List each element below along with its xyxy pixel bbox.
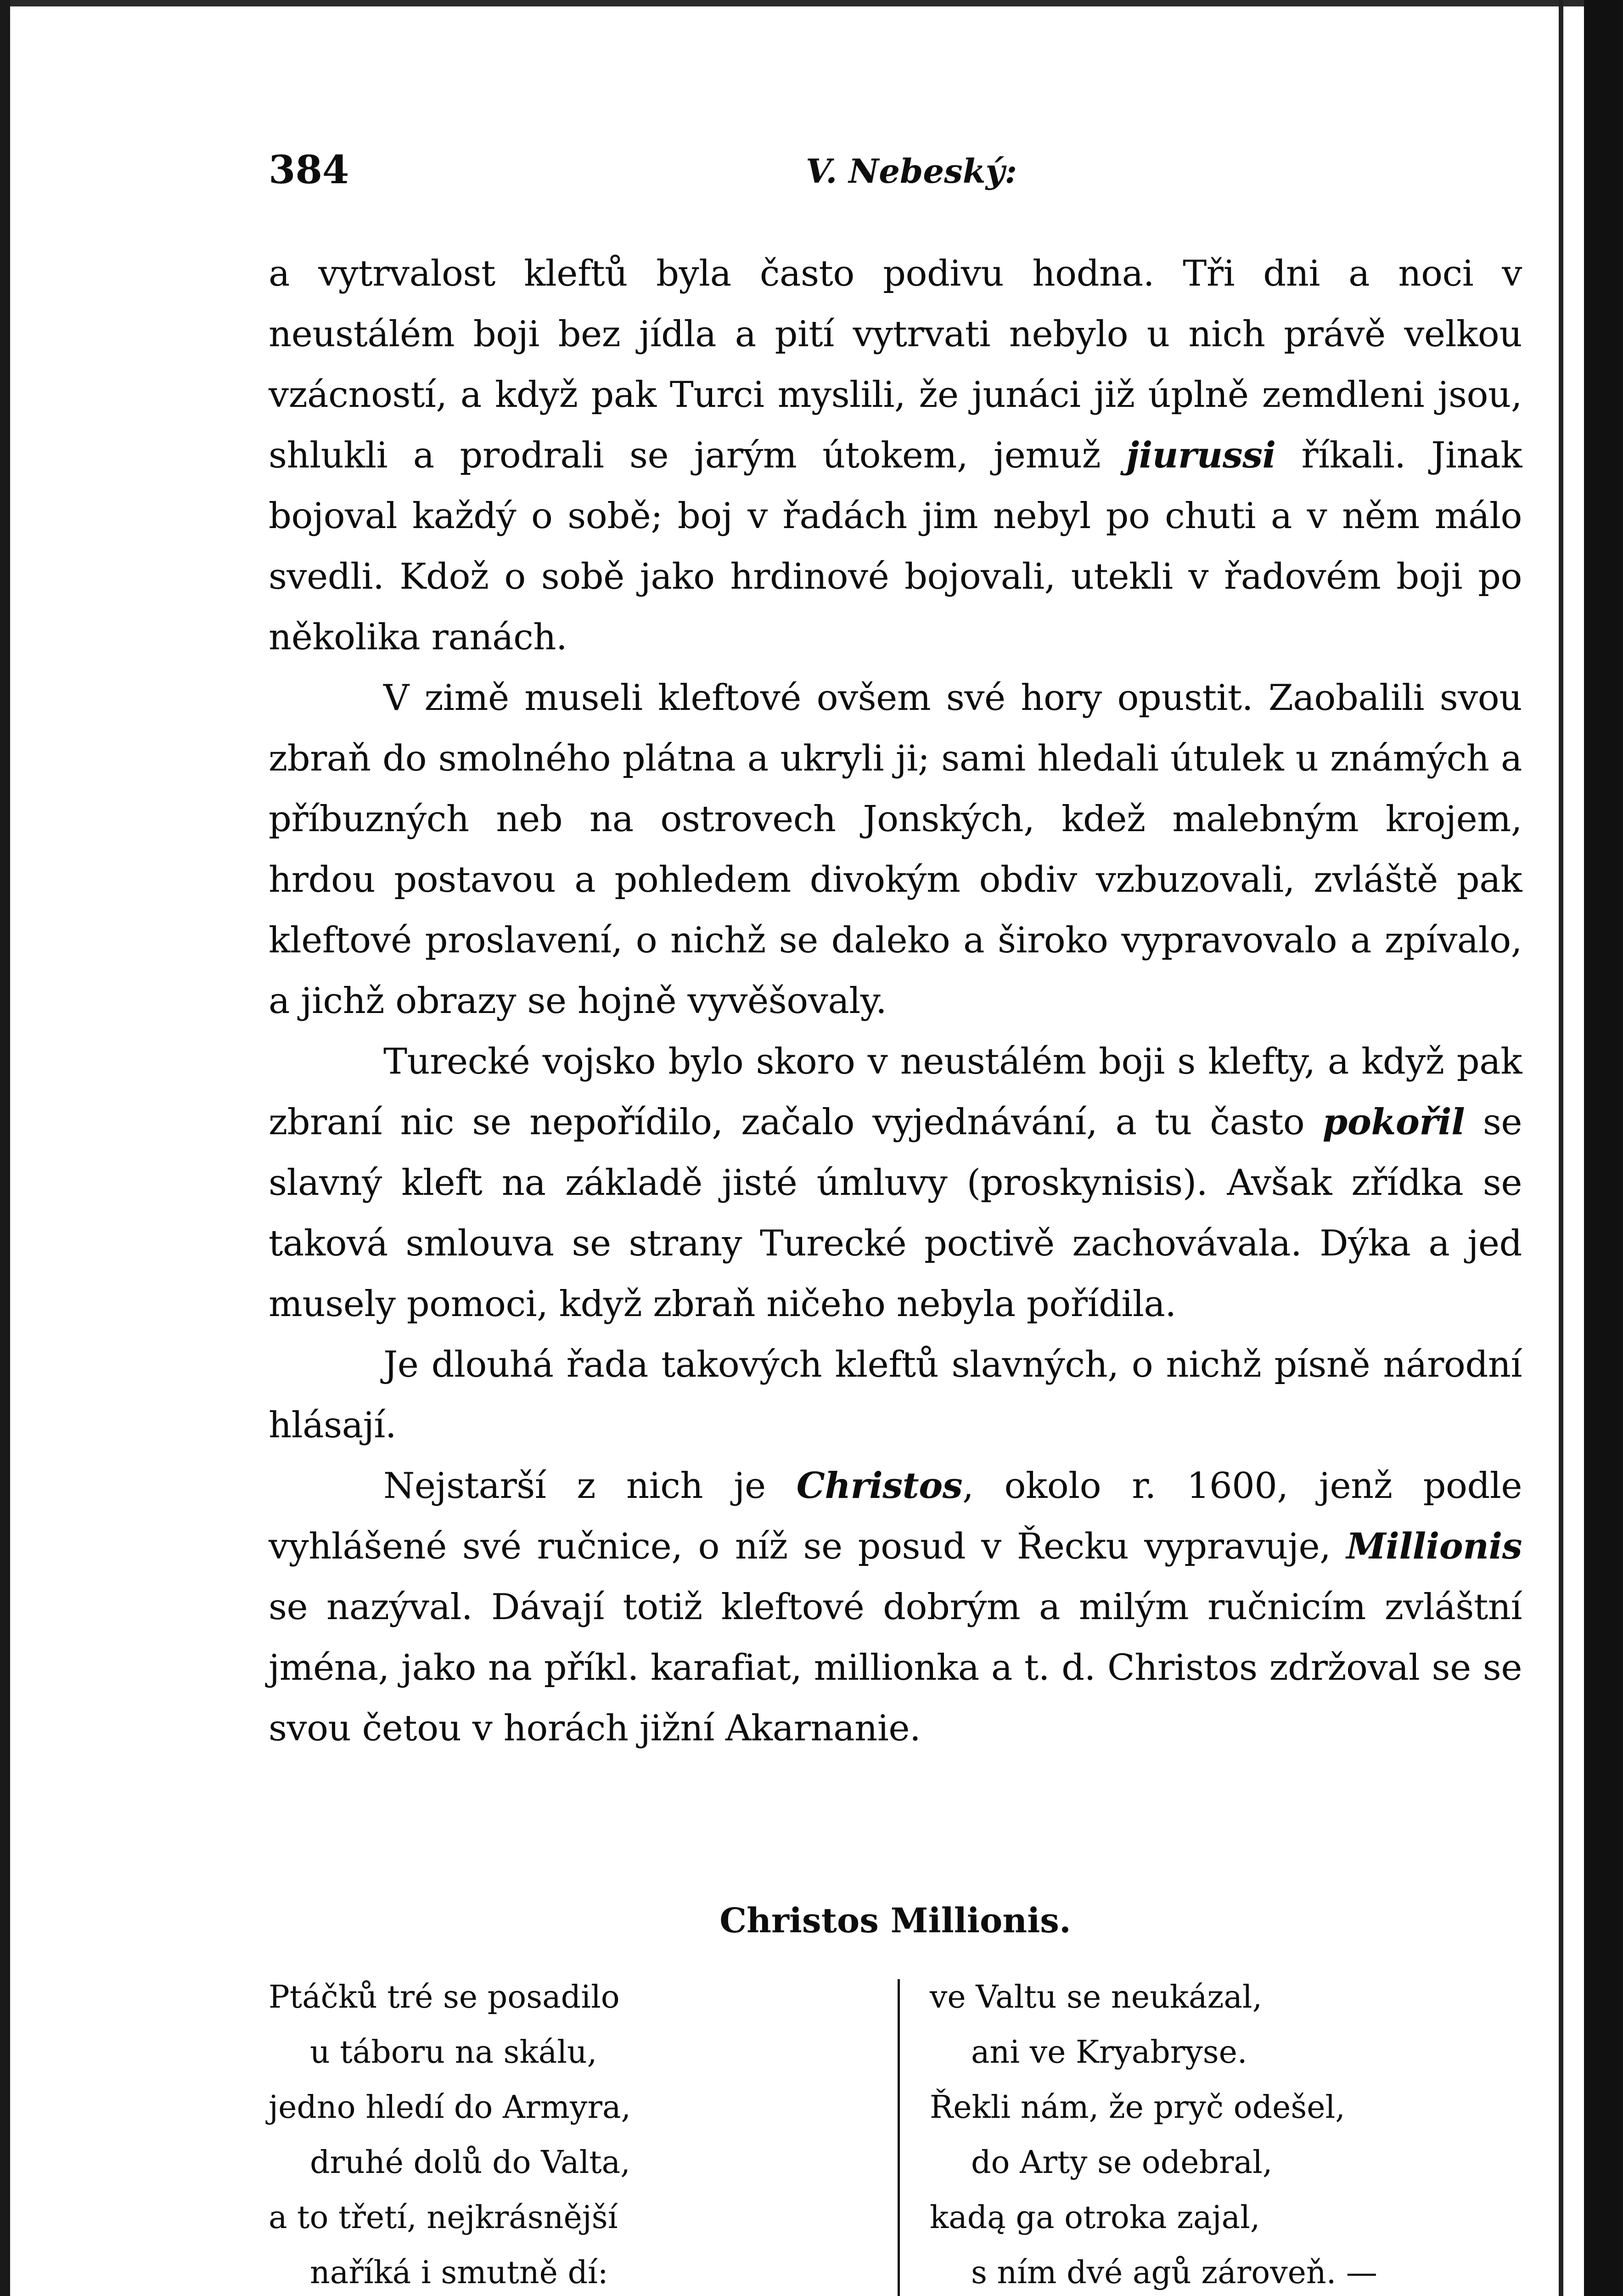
poem-right-column <box>930 1970 1536 2296</box>
poem-verse: ani ve Kryabryse. <box>971 2034 1247 2071</box>
poem-verse: u táboru na skálu, <box>310 2034 597 2071</box>
text-run: se slavný kleft na základě jisté úmluvy (proskynisis). Avšak zřídka se taková smlouva se strany Turecké poctivě zachovávala. Dýka a jed musely pomoci, když zbraň ničeho nebyla pořídila. <box>269 1102 1522 1325</box>
poem-verse: s ním dvé agů zároveň. — <box>971 2255 1377 2291</box>
poem-verse: Ptáčků tré se posadilo <box>269 1979 620 2015</box>
poem-verse: jedno hledí do Armyra, <box>269 2089 631 2126</box>
italic-term: pokořil <box>1322 1101 1465 1143</box>
italic-term: Millionis <box>1346 1525 1522 1567</box>
page-header <box>269 147 1522 197</box>
italic-term: Christos <box>796 1465 963 1507</box>
poem-verse: ve Valtu se neukázal, <box>930 1979 1263 2015</box>
text-run: říkali. Jinak bojoval každý o sobě; boj v řadách jim nebyl po chuti a v něm málo svedli. Kdož o sobě jako hrdinové bojovali, utekli v řadovém boji po několika ranách. <box>269 435 1522 658</box>
running-head: V. Nebeský: <box>806 152 1017 191</box>
poem-verse: Řekli nám, že pryč odešel, <box>930 2089 1345 2126</box>
paragraph <box>269 668 1522 1031</box>
text-run: Nejstarší z nich je <box>383 1465 797 1507</box>
page-number: 384 <box>269 147 349 192</box>
paragraph <box>269 1031 1522 1334</box>
scan-left-edge <box>0 0 10 2296</box>
paragraph <box>269 1334 1522 1456</box>
paragraph <box>269 1456 1522 1759</box>
text-run: a vytrvalost kleftů byla často podivu hodna. Tři dni a noci v neustálém boji bez jídla a pití vytrvati nebylo u nich právě velkou vzácností, a když pak Turci myslili, že junáci již úplně zemdleni jsou, shlukli a prodrali se jarým útokem, jemuž <box>269 253 1522 476</box>
scan-right-edge <box>1584 0 1623 2296</box>
scan-right-line <box>1559 0 1563 2296</box>
text-run: Je dlouhá řada takových kleftů slavných, o nichž písně národní hlásají. <box>269 1344 1522 1446</box>
text-run: , okolo r. 1600, jenž podle vyhlášené své ručnice, o níž se posud v Řecku vypravuje, <box>269 1465 1522 1567</box>
poem-verse: druhé dolů do Valta, <box>310 2144 630 2181</box>
poem-verse: naříká i smutně dí: <box>310 2255 608 2291</box>
poem-verse: do Arty se odebral, <box>971 2144 1273 2181</box>
text-run: V zimě museli kleftové ovšem své hory opustit. Zaobalili svou zbraň do smolného plátna a ukryli ji; sami hledali útulek u známých a příbuzných neb na ostrovech Jonských, kdež malebným krojem, hrdou postavou a pohledem divokým obdiv vzbuzovali, zvláště pak kleftové proslavení, o nichž se daleko a široko vypravovalo a zpívalo, a jichž obrazy se hojně vyvěšovaly. <box>269 677 1522 1022</box>
poem-title: Christos Millionis. <box>719 1901 1071 1941</box>
text-run: se nazýval. Dávají totiž kleftové dobrým a milým ručnicím zvláštní jména, jako na příkl. karafiat, millionka a t. d. Christos zdržoval se se svou četou v horách jižní Akarnanie. <box>269 1587 1522 1749</box>
poem-verse: a to třetí, nejkrásnější <box>269 2200 618 2236</box>
poem-left-column <box>269 1970 875 2296</box>
body-text <box>269 243 1522 1759</box>
text-run: Turecké vojsko bylo skoro v neustálém boji s klefty, a když pak zbraní nic se nepořídilo, začalo vyjednávání, a tu často <box>269 1041 1522 1143</box>
italic-term: jiurussi <box>1126 434 1276 476</box>
poem-column-divider <box>898 1979 900 2296</box>
poem-verse: kadą ⁠ga otroka zajal, <box>930 2200 1260 2236</box>
scan-top-edge <box>0 0 1623 6</box>
paragraph <box>269 243 1522 668</box>
